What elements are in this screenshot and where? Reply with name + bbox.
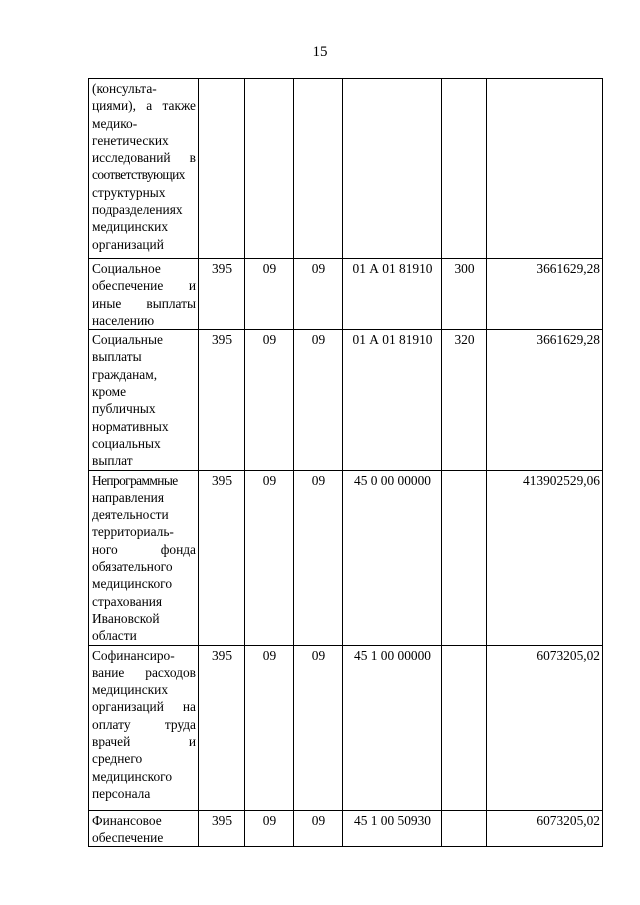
cell-name xyxy=(89,645,199,810)
cell-name-line: медико- xyxy=(92,115,138,131)
cell-amount: 6073205,02 xyxy=(487,810,603,847)
cell-section: 09 xyxy=(245,330,294,470)
cell-name-line: генетических xyxy=(92,132,169,148)
cell-ved: 395 xyxy=(199,470,245,645)
cell-name xyxy=(89,79,199,259)
cell-ved: 395 xyxy=(199,810,245,847)
cell-section: 09 xyxy=(245,810,294,847)
cell-subsection: 09 xyxy=(294,810,343,847)
cell-expense-type xyxy=(442,79,487,259)
table-row xyxy=(89,330,603,470)
cell-name-line: Непрограммные xyxy=(92,472,178,488)
cell-name-line: врачей и xyxy=(92,734,196,750)
cell-ved: 395 xyxy=(199,330,245,470)
table-row xyxy=(89,645,603,810)
cell-name-line: Софинансиро- xyxy=(92,647,175,663)
cell-name-line: нормативных xyxy=(92,418,169,434)
cell-subsection: 09 xyxy=(294,330,343,470)
cell-name-line: персонала xyxy=(92,785,151,801)
cell-name-line: публичных xyxy=(92,401,156,417)
cell-name-line: социальных xyxy=(92,435,161,451)
page-number: 15 xyxy=(312,44,328,60)
cell-subsection xyxy=(294,79,343,259)
cell-name xyxy=(89,810,199,847)
cell-name-line: исследований в xyxy=(92,150,196,166)
table-row xyxy=(89,470,603,645)
cell-name-line: области xyxy=(92,628,137,644)
cell-name-line: направления xyxy=(92,489,165,505)
cell-target-article: 45 1 00 00000 xyxy=(343,645,442,810)
cell-name-line: организаций на xyxy=(92,699,196,715)
cell-section: 09 xyxy=(245,470,294,645)
cell-name-line: кроме xyxy=(92,384,127,400)
cell-name-line: обеспечение xyxy=(92,829,164,845)
cell-name-line: Социальные xyxy=(92,332,163,348)
cell-name-line: выплаты xyxy=(92,349,142,365)
cell-name-line: населению xyxy=(92,312,155,328)
cell-name-line: медицинского xyxy=(92,768,173,784)
cell-name-line: организаций xyxy=(92,236,164,252)
cell-section xyxy=(245,79,294,259)
cell-name-line: медицинских xyxy=(92,682,169,698)
cell-target-article: 01 А 01 81910 xyxy=(343,259,442,330)
cell-name xyxy=(89,259,199,330)
cell-section: 09 xyxy=(245,645,294,810)
cell-name-line: медицинских xyxy=(92,219,169,235)
cell-name-line: среднего xyxy=(92,751,143,767)
cell-name-line: медицинского xyxy=(92,576,173,592)
cell-amount xyxy=(487,79,603,259)
cell-name-line: Социальное xyxy=(92,261,161,276)
cell-target-article xyxy=(343,79,442,259)
cell-amount: 3661629,28 xyxy=(487,259,603,330)
cell-expense-type: 320 xyxy=(442,330,487,470)
cell-subsection: 09 xyxy=(294,259,343,330)
cell-section: 09 xyxy=(245,259,294,330)
budget-table xyxy=(88,78,603,847)
cell-amount: 413902529,06 xyxy=(487,470,603,645)
cell-name-line: иные выплаты xyxy=(92,295,196,311)
cell-name-line: выплат xyxy=(92,453,133,469)
cell-name-line: деятельности xyxy=(92,507,169,523)
cell-expense-type xyxy=(442,810,487,847)
cell-name-line: ного фонда xyxy=(92,541,196,557)
cell-name-line: вание расходов xyxy=(92,664,196,680)
cell-target-article: 01 А 01 81910 xyxy=(343,330,442,470)
table-row xyxy=(89,810,603,847)
cell-name xyxy=(89,330,199,470)
cell-name-line: обеспечение и xyxy=(92,278,196,294)
cell-expense-type xyxy=(442,470,487,645)
cell-name-line: оплату труда xyxy=(92,716,196,732)
cell-name-line: подразделениях xyxy=(92,202,183,218)
cell-subsection: 09 xyxy=(294,645,343,810)
cell-ved xyxy=(199,79,245,259)
cell-name-line: страхования xyxy=(92,593,163,609)
cell-name-line: территориаль- xyxy=(92,524,174,540)
cell-expense-type xyxy=(442,645,487,810)
cell-subsection: 09 xyxy=(294,470,343,645)
cell-name-line: Финансовое xyxy=(92,812,162,828)
cell-name-line: структурных xyxy=(92,184,166,200)
cell-amount: 3661629,28 xyxy=(487,330,603,470)
cell-amount: 6073205,02 xyxy=(487,645,603,810)
cell-target-article: 45 0 00 00000 xyxy=(343,470,442,645)
cell-name-line: соответствующих xyxy=(92,167,185,183)
cell-name xyxy=(89,470,199,645)
table-row xyxy=(89,79,603,259)
cell-target-article: 45 1 00 50930 xyxy=(343,810,442,847)
cell-expense-type: 300 xyxy=(442,259,487,330)
cell-ved: 395 xyxy=(199,645,245,810)
cell-name-line: гражданам, xyxy=(92,366,158,382)
cell-name-line: циями), а также xyxy=(92,98,196,114)
table-row xyxy=(89,259,603,330)
cell-name-line: обязательного xyxy=(92,559,173,575)
cell-name-line: (консульта- xyxy=(92,81,157,96)
cell-ved: 395 xyxy=(199,259,245,330)
table-body xyxy=(89,79,603,847)
cell-name-line: Ивановской xyxy=(92,610,160,626)
